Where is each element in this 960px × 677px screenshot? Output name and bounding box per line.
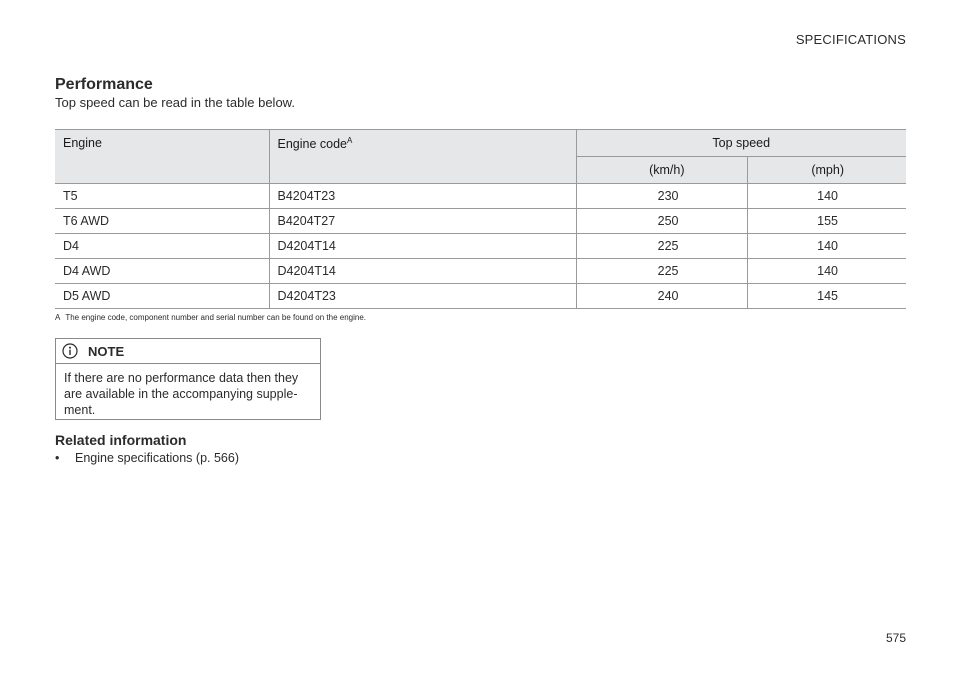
header-kmh: (km/h) [576,157,747,184]
note-body: If there are no performance data then they are available in the accompanying supple-ment. [64,371,299,417]
performance-table [55,129,906,309]
header-engine: Engine [55,130,269,184]
cell-mph: 145 [747,284,906,309]
intro-text: Top speed can be read in the table below. [55,95,295,110]
cell-engine-code: D4204T23 [269,284,576,309]
table-row [55,284,906,309]
note-header [56,339,320,364]
cell-kmh: 230 [576,184,747,209]
note-box [55,338,321,420]
cell-engine: D5 AWD [55,284,269,309]
footnote [55,313,366,322]
table-row [55,184,906,209]
cell-engine: D4 AWD [55,259,269,284]
cell-engine: T6 AWD [55,209,269,234]
cell-engine: T5 [55,184,269,209]
header-mph: (mph) [747,157,906,184]
cell-engine-code: B4204T27 [269,209,576,234]
note-title: NOTE [88,343,125,359]
cell-engine: D4 [55,234,269,259]
cell-mph: 140 [747,259,906,284]
table-row [55,259,906,284]
header-top-speed: Top speed [576,130,906,157]
cell-engine-code: B4204T23 [269,184,576,209]
list-item[interactable] [55,451,239,465]
cell-kmh: 240 [576,284,747,309]
bullet: • [55,451,60,465]
cell-kmh: 250 [576,209,747,234]
cell-mph: 140 [747,184,906,209]
table-row [55,209,906,234]
cell-mph: 140 [747,234,906,259]
cell-kmh: 225 [576,259,747,284]
page-number: 575 [885,631,906,645]
header-section-title: SPECIFICATIONS [795,32,906,47]
header-engine-code: Engine code$^A$ [269,130,576,184]
related-list [55,451,239,465]
related-link[interactable]: Engine specifications (p. 566) [75,451,239,465]
section-title: Performance [55,76,153,93]
cell-kmh: 225 [576,234,747,259]
cell-mph: 155 [747,209,906,234]
footnote-ref: A [347,136,353,145]
cell-engine-code: D4204T14 [269,259,576,284]
table-row [55,234,906,259]
cell-engine-code: D4204T14 [269,234,576,259]
info-icon [62,343,78,359]
footnote-text: The engine code, component number and serial number can be found on the engine. [65,313,366,322]
footnote-mark: A [55,313,61,322]
related-title: Related information [55,432,187,448]
